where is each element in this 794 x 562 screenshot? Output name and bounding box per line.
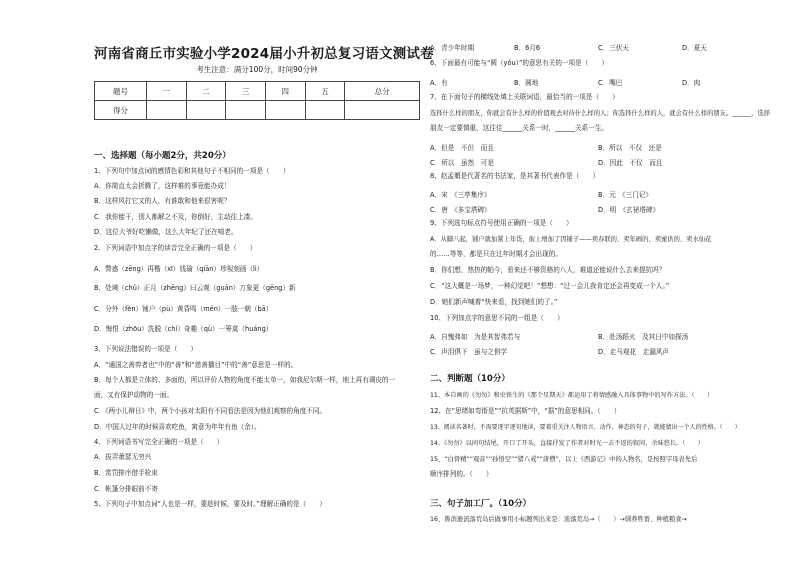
score-table-score-row <box>95 101 420 120</box>
question-line: D．中国人过年的时候喜欢吃鱼，寓意为年年有鱼（余）。 <box>94 423 261 431</box>
score-input-cell[interactable] <box>265 101 305 120</box>
exam-notice: 考生注意：满分100分，时间90分钟 <box>196 65 318 74</box>
option: C．唐 《多宝塔碑》 <box>430 206 491 214</box>
option: A．青少年时期 <box>430 44 475 52</box>
question-line: 3、下列说法错误的一项是（ ） <box>94 345 198 353</box>
question-line: 6、下面最有可能与“圆（yǒu）”的意思有关的一项是（ ） <box>430 59 609 67</box>
score-cell: 五 <box>305 82 345 101</box>
section-heading: 三、句子加工厂。（10分） <box>430 499 532 509</box>
option: D．走马观花 走漏风声 <box>598 348 670 356</box>
score-cell: 题号 <box>95 82 147 101</box>
score-cell: 三 <box>226 82 266 101</box>
question-line: 的……等等，都是只在过年时期才会出现的。 <box>430 250 562 258</box>
question-line: 8、赵孟頫是代著名的书法家，是其著书代表作是（ ） <box>430 172 600 180</box>
section-heading: 二、判断题（10分） <box>430 374 510 384</box>
score-input-cell[interactable] <box>345 101 420 120</box>
question-line: 面，又有保护动物的一面。 <box>94 391 174 399</box>
option: C．嘴巴 <box>598 79 623 87</box>
question-line: C．《两小儿辩日》中，两个小孩对太阳有不同看法是因为他们观察的角度不同。 <box>94 407 327 415</box>
question-line: B．处境（chǔ）正月（zhēng）曰云观（guān）万象更（gēng）新 <box>94 284 296 292</box>
score-cell: 总分 <box>345 82 420 101</box>
question-line: 14、《勿勿》以问句结尾，开口了开头，直接抒发了作者对时光一去不返的叙问，余味悠长。（ ） <box>430 440 704 447</box>
score-cell: 二 <box>186 82 226 101</box>
question-line: C．我你能干，别人都解之不及，你倒好，主动往上凑。 <box>94 213 257 221</box>
question-line: D．这位大爷好吃懒做，这么大年纪了还在啃老。 <box>94 228 238 236</box>
question-line: 7、在下面句子的横线处填上关联词语，最恰当的一项是（ ） <box>430 93 619 101</box>
question-line: 13、阅读名著时，不需要逐字逐句地读，要着重关注人物语言、动作、神态的句子，就能猜出一个人的性格。（ ） <box>430 424 741 431</box>
page-title: 河南省商丘市实验小学2024届小升初总复习语文测试卷 <box>94 46 434 62</box>
option: A．宋 《三亭集序》 <box>430 191 491 199</box>
option: A．有 <box>430 79 448 87</box>
option: D．明 《玄祕塔碑》 <box>598 206 660 214</box>
question-line: 10、下列加点字的意思不同的一组是（ ） <box>430 314 564 322</box>
question-line: D．她们新声喊着“快来看，找到她们的了。” <box>430 298 558 306</box>
question-line: 12、在“思绪如弯街是”“抗英据斯”中，“据”的意思相同。（ ） <box>430 407 621 415</box>
section-heading: 一、选择题（每小题2分，共20分） <box>94 151 231 161</box>
option: B．赴汤蹈火 及其日中如探汤 <box>598 333 689 341</box>
question-line: 16、鲁滨逊流落荒岛后做事用小标题列出来是：流落荒岛→（ ）→驯养牲畜、种植粮食→ <box>430 516 687 523</box>
question-line: D．悔恨（zhōu）洗脱（chí）奇趣（qù）一筹莫（huáng） <box>94 325 273 333</box>
option: C．声泪俱下 虽与之俱学 <box>430 348 508 356</box>
option: B．圆地 <box>514 79 539 87</box>
question-line: A．你简直太会折腾了，这样难的事竟能办成！ <box>94 182 231 190</box>
question-line: C．帐篷分排眼前不寄 <box>94 485 158 493</box>
option: C．三伏天 <box>598 44 629 52</box>
question-line: 15、“白骨精”“观音”“孙悟空”“猪八戒”“唐僧”，以上《西游记》中的人物名，是按照字母表先后 <box>430 456 698 463</box>
question-line: 朋友一定要慎重，这往往______关系一时，______关系一生。 <box>430 124 609 132</box>
question-line: C．“这大概是一场梦，一种幻觉吧！”想想：“过一会儿我肯定还会再变成一个人。” <box>430 282 670 290</box>
option: B．元 《三门记》 <box>598 191 652 199</box>
question-line: B．你们想，热热的帕今，看来还不够资格的八人，难道还能说什么去来提抗吗？ <box>430 266 666 274</box>
option: C．所以 虽然 可是 <box>430 159 494 167</box>
score-table-header-row <box>95 82 420 101</box>
question-line: B．每个人都是立体的、多面的，所以评价人物的角度不能太单一，如我尼尔斯一样，地上再有调皮的一 <box>94 376 396 384</box>
score-cell: 四 <box>265 82 305 101</box>
option: B．所以 不仅 还是 <box>598 144 662 152</box>
score-input-cell[interactable] <box>226 101 266 120</box>
option: D．因此 不仅 而且 <box>598 159 663 167</box>
score-input-cell[interactable] <box>186 101 226 120</box>
question-line: C．分外（fèn）铺户（pù）黄昏鸣（mén）一肢一朝（bā） <box>94 305 273 313</box>
question-line: A．拔弄萧瑟无穷兴 <box>94 453 152 461</box>
question-line: 11、本自画的《勿勿》和史铁生的《那个星期天》都运用了将情感融入具体事物中的写作方法。（ ） <box>430 392 714 399</box>
question-line: 5、下列句子中加点词“人也是一样，要趁时候，要及时。”理解正确的是（ ） <box>94 500 326 508</box>
question-line: 顺序排列的。（ ） <box>430 470 493 478</box>
option: B．6月6 <box>514 44 541 52</box>
question-line: 4、下列词语书写完全正确的一项是（ ） <box>94 438 224 446</box>
question-line: B．赏罚排序借手检束 <box>94 469 158 477</box>
score-input-cell[interactable] <box>305 101 345 120</box>
question-line: B．这样风打它又的人，有谁敢和他来很害呢？ <box>94 197 231 205</box>
score-input-cell[interactable] <box>147 101 187 120</box>
question-line: A．瞥惑（zēng）再楷（xī）钱瑜（qiān）珍视刻画（lì） <box>94 265 264 273</box>
question-line: 1、下列句中加点词的感情色彩和其他句子不相同的一项是（ ） <box>94 167 290 175</box>
question-line: A．从脚八起，铺户就加紧上年货，街上增加了因铺子——卖春联的、卖年画的、卖蜜供的、卖水仙花 <box>430 236 712 243</box>
option: D．肉 <box>682 79 701 87</box>
option: A．但是 不但 而且 <box>430 144 494 152</box>
option: A．自愧弗如 为是其智弗若与 <box>430 333 521 341</box>
question-line: A．“通国之善弈者也”中的“善”和“慈善播目”中的“善”意思是一样的。 <box>94 361 298 369</box>
question-line: 选择什么样的朋友，你就会有什么样的价值观去对待什么样的人；你选择什么样的人，就会有什么样的朋友。______，选择 <box>430 110 771 117</box>
score-cell: 得分 <box>95 101 147 120</box>
question-line: 2、下列词语中加点字的读音完全正确的一项是（ ） <box>94 244 257 252</box>
question-line: 9、下列选句标点符号使用正确的一项是（ ） <box>430 219 573 227</box>
option: D．夏天 <box>682 44 707 52</box>
score-cell: 一 <box>147 82 187 101</box>
score-table <box>94 81 420 120</box>
